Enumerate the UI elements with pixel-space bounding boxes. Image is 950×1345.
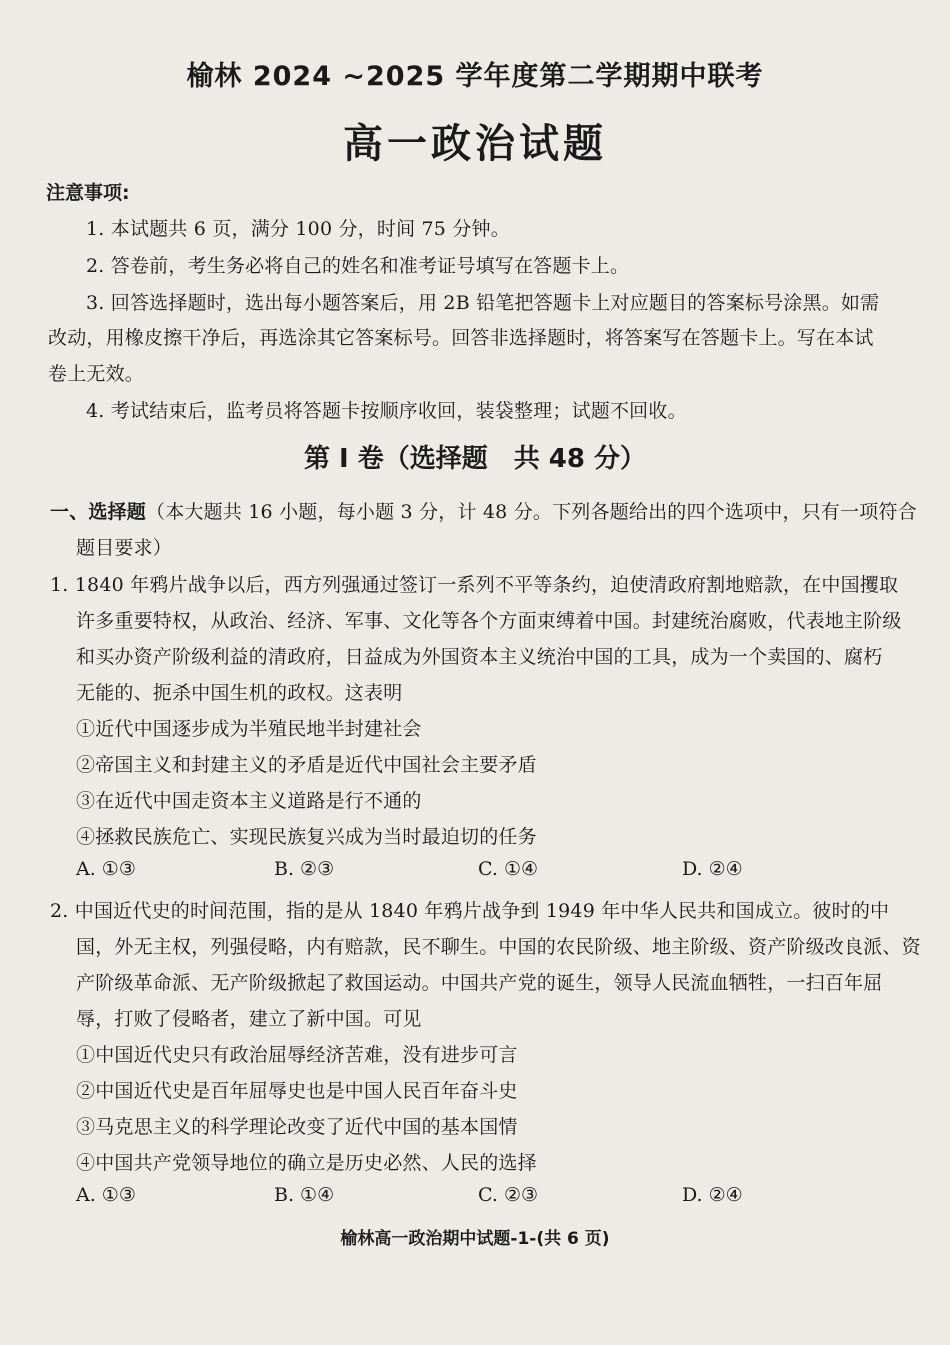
q2-option-a: A. ①③ — [76, 1184, 136, 1206]
q1-statement-4: ④拯救民族危亡、实现民族复兴成为当时最迫切的任务 — [76, 826, 537, 848]
q2-stem-line-1: 2. 中国近代史的时间范围，指的是从 1840 年鸦片战争到 1949 年中华人民共和国成立。彼时的中 — [50, 900, 890, 922]
notice-item-3-line-1: 3. 回答选择题时，选出每小题答案后，用 2B 铅笔把答题卡上对应题目的答案标号涂黑。如需 — [86, 292, 880, 314]
q1-stem-line-3: 和买办资产阶级利益的清政府，日益成为外国资本主义统治中国的工具，成为一个卖国的、腐朽 — [76, 646, 883, 668]
q2-stem-line-3: 产阶级革命派、无产阶级掀起了救国运动。中国共产党的诞生，领导人民流血牺牲，一扫百年屈 — [76, 972, 883, 994]
exam-title: 榆林 2024 ~2025 学年度第二学期期中联考 — [186, 61, 764, 92]
part-description-line-2: 题目要求） — [76, 537, 173, 559]
q1-statement-2: ②帝国主义和封建主义的矛盾是近代中国社会主要矛盾 — [76, 754, 537, 776]
section-title: 第 Ⅰ 卷（选择题 共 48 分） — [303, 444, 647, 474]
notice-item-4: 4. 考试结束后，监考员将答题卡按顺序收回，装袋整理；试题不回收。 — [86, 400, 687, 422]
page-footer: 榆林高一政治期中试题-1-(共 6 页) — [340, 1229, 610, 1249]
q1-option-b: B. ②③ — [274, 858, 335, 880]
q1-statement-3: ③在近代中国走资本主义道路是行不通的 — [76, 790, 422, 812]
q2-statement-4: ④中国共产党领导地位的确立是历史必然、人民的选择 — [76, 1152, 537, 1174]
q2-option-b: B. ①④ — [274, 1184, 335, 1206]
q2-stem-line-4: 辱，打败了侵略者，建立了新中国。可见 — [76, 1008, 422, 1030]
q1-statement-1: ①近代中国逐步成为半殖民地半封建社会 — [76, 718, 422, 740]
q1-option-d: D. ②④ — [682, 858, 743, 880]
notice-item-3-line-2: 改动，用橡皮擦干净后，再选涂其它答案标号。回答非选择题时，将答案写在答题卡上。写在本试 — [48, 327, 874, 349]
notice-item-2: 2. 答卷前，考生务必将自己的姓名和准考证号填写在答题卡上。 — [86, 255, 630, 277]
part-description-line-1 — [50, 497, 917, 524]
q2-stem-line-2: 国，外无主权，列强侵略，内有赔款，民不聊生。中国的农民阶级、地主阶级、资产阶级改良派、资 — [76, 936, 921, 958]
q1-option-a: A. ①③ — [76, 858, 136, 880]
q1-stem-line-4: 无能的、扼杀中国生机的政权。这表明 — [76, 682, 403, 704]
part-label: 一、选择题 — [50, 501, 147, 523]
notice-heading: 注意事项: — [46, 182, 130, 204]
notice-item-1: 1. 本试题共 6 页，满分 100 分，时间 75 分钟。 — [86, 218, 510, 240]
part-desc-text: （本大题共 16 小题，每小题 3 分，计 48 分。下列各题给出的四个选项中，只有一项符合 — [146, 501, 917, 523]
q2-statement-3: ③马克思主义的科学理论改变了近代中国的基本国情 — [76, 1116, 518, 1138]
q2-option-c: C. ②③ — [478, 1184, 539, 1206]
q1-option-c: C. ①④ — [478, 858, 539, 880]
q1-stem-line-1: 1. 1840 年鸦片战争以后，西方列强通过签订一系列不平等条约，迫使清政府割地赔款，在中国攫取 — [50, 574, 899, 596]
q2-statement-2: ②中国近代史是百年屈辱史也是中国人民百年奋斗史 — [76, 1080, 518, 1102]
subject-title: 高一政治试题 — [343, 121, 607, 167]
q2-option-d: D. ②④ — [682, 1184, 743, 1206]
notice-item-3-line-3: 卷上无效。 — [48, 363, 145, 385]
q2-statement-1: ①中国近代史只有政治屈辱经济苦难，没有进步可言 — [76, 1044, 518, 1066]
q1-stem-line-2: 许多重要特权，从政治、经济、军事、文化等各个方面束缚着中国。封建统治腐败，代表地主阶级 — [76, 610, 902, 632]
